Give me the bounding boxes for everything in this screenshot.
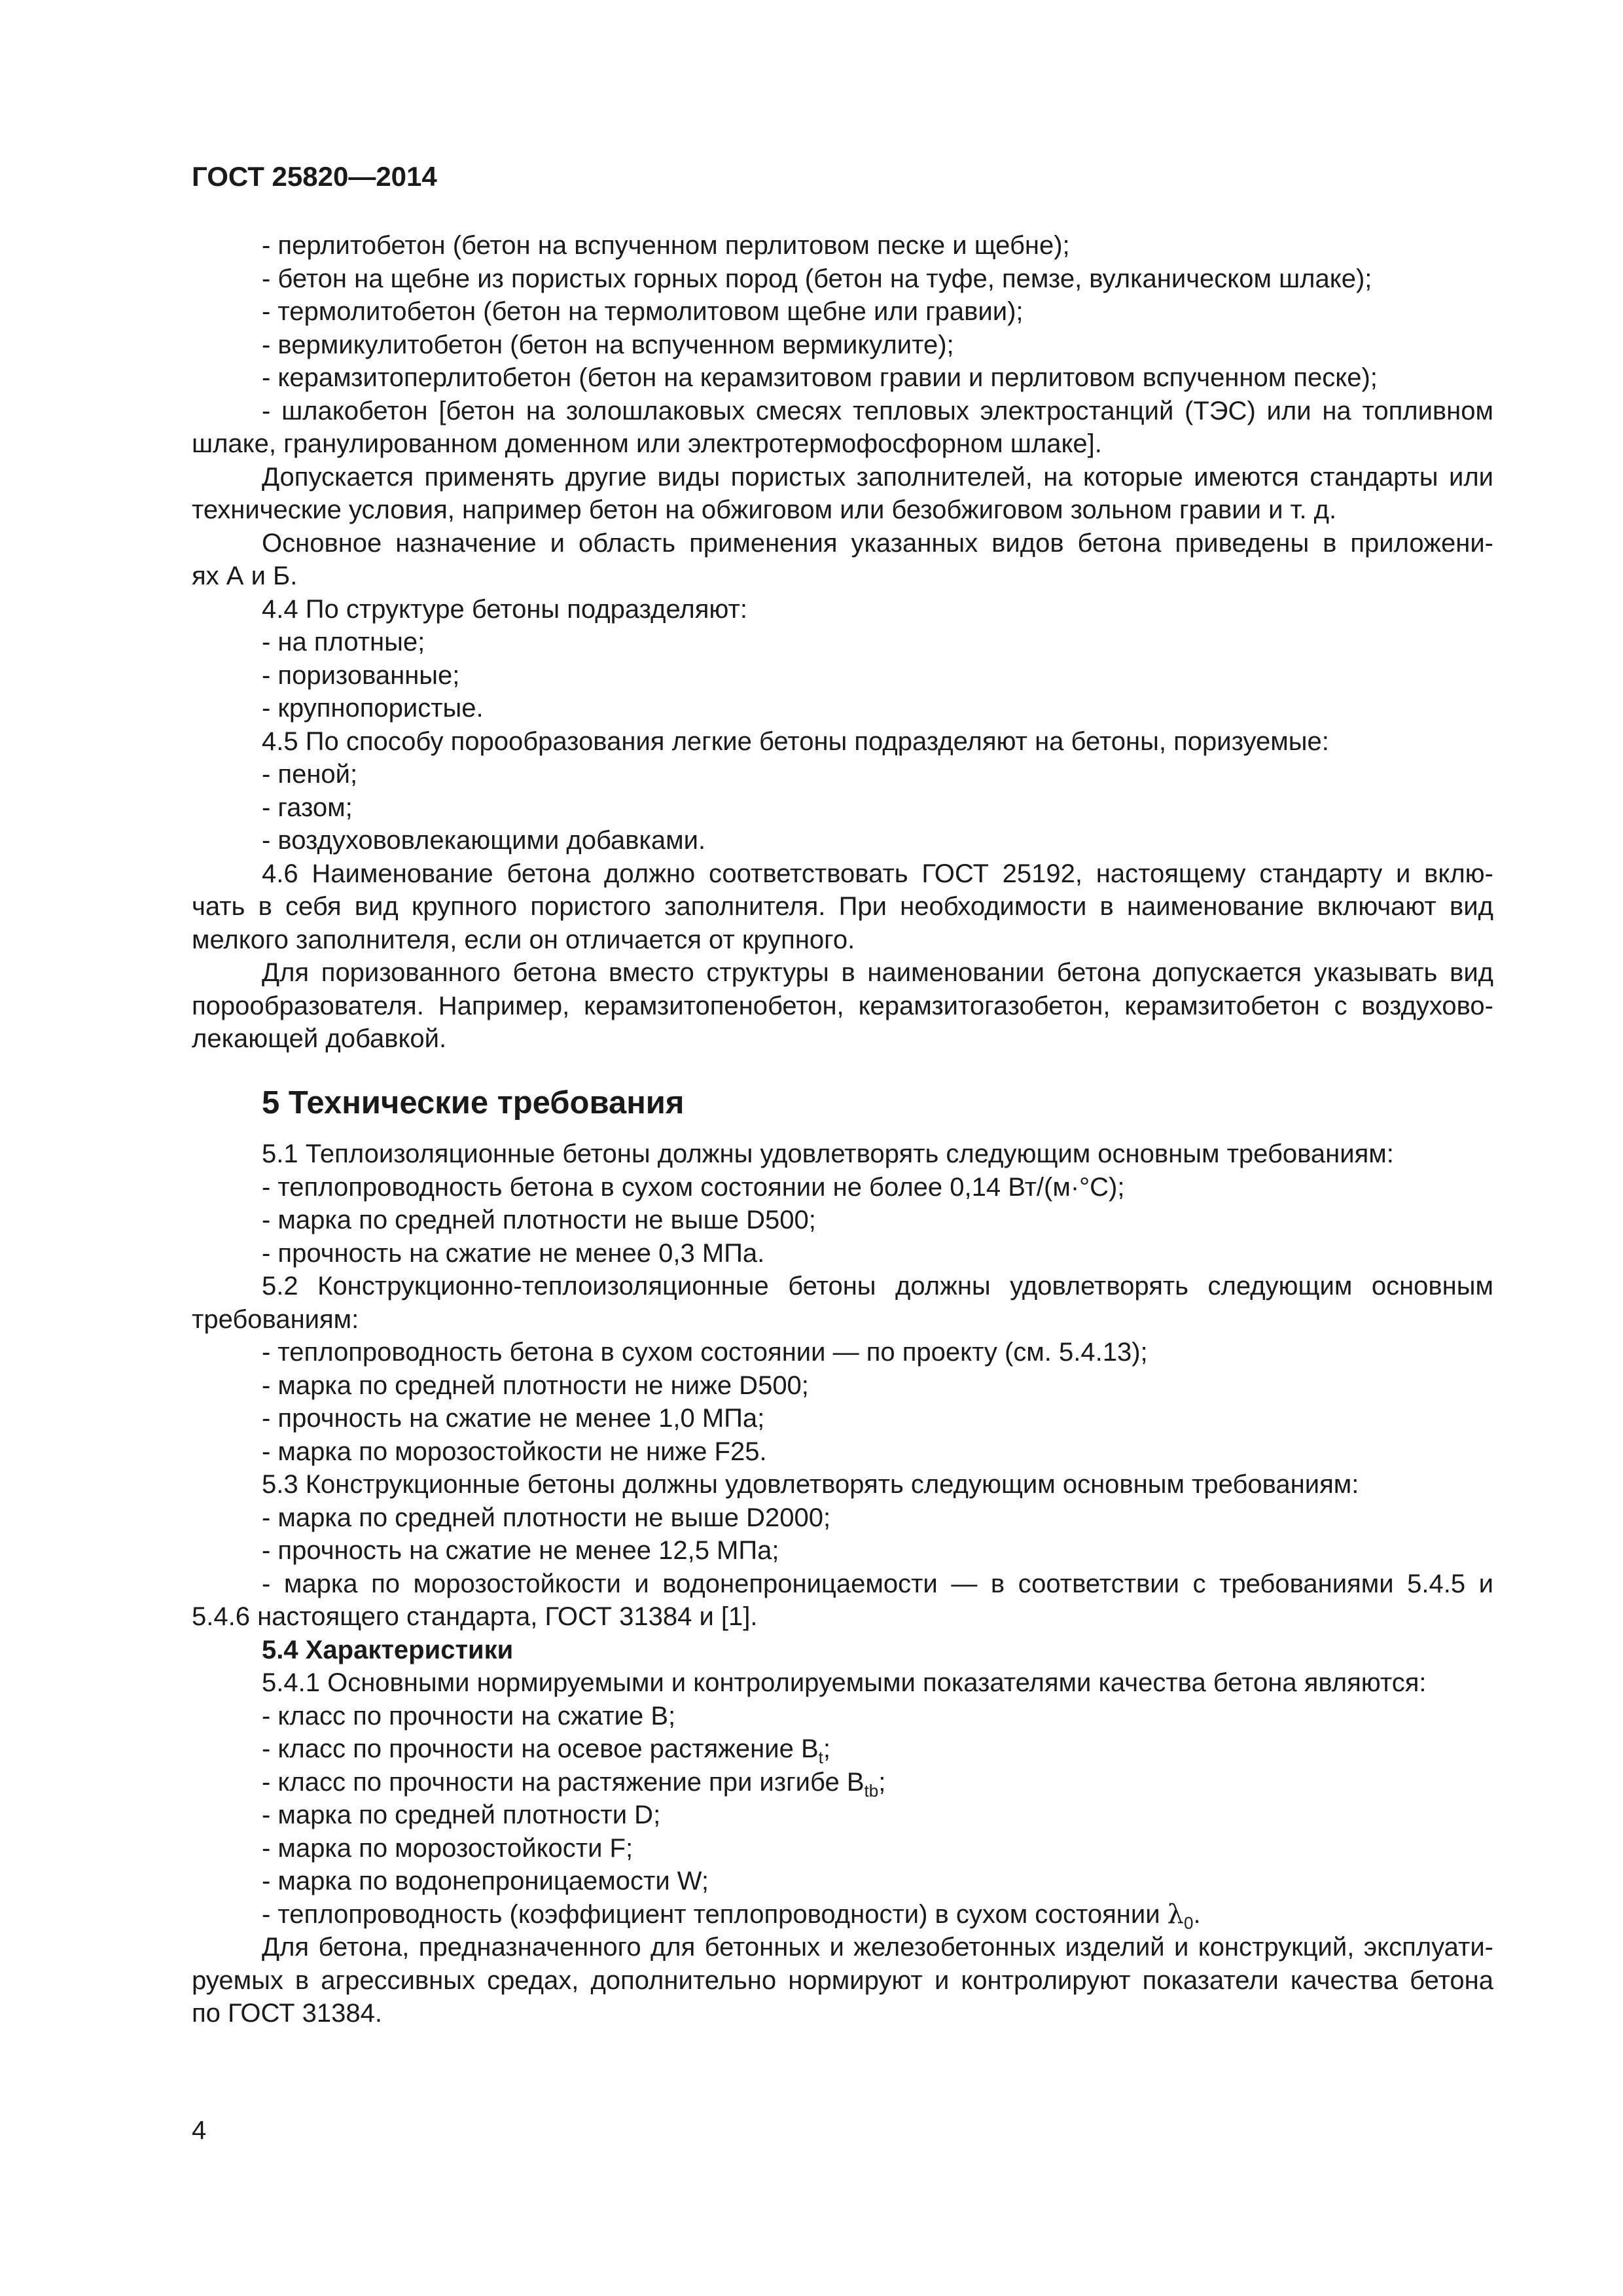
document-header-title: ГОСТ 25820—2014 [192,161,437,192]
list-item: - марка по морозостойкости F; [262,1833,633,1863]
list-item-text: - класс по прочности на растяжение при изгибе В [262,1767,865,1797]
paragraph-line: мелкого заполнителя, если он отличается от крупного. [192,925,855,954]
list-item-continuation: 5.4.6 настоящего стандарта, ГОСТ 31384 и [1]. [192,1602,758,1631]
subsection-5-4-heading: 5.4 Характеристики [262,1635,514,1664]
list-item-continuation: шлаке, гранулированном доменном или электротермофосфорном шлаке]. [192,429,1102,458]
list-item: - марка по средней плотности не ниже D500; [262,1371,809,1400]
list-item [192,1766,1493,1799]
list-item: - шлакобетон [бетон на золошлаковых смесях тепловых электростанций (ТЭС) или на топливном [262,396,1493,425]
list-item: - прочность на сжатие не менее 1,0 МПа; [262,1404,765,1433]
list-item: - теплопроводность бетона в сухом состоянии — по проекту (см. 5.4.13); [262,1338,1148,1367]
list-item: - на плотные; [262,628,425,656]
paragraph-line: требованиям: [192,1304,359,1334]
paragraph-line: Основное назначение и область применения указанных видов бетона приведены в приложени- [262,528,1493,558]
page-number: 4 [192,2116,207,2145]
section-5-body [192,1138,1493,2030]
list-item: - воздухововлекающими добавками. [262,826,706,855]
list-item-text: - теплопроводность (коэффициент теплопроводности) в сухом состоянии [262,1899,1168,1929]
list-item: - пеной; [262,760,358,789]
paragraph-line: лекающей добавкой. [192,1024,447,1053]
paragraph-line: технические условия, например бетон на обжиговом или безобжиговом зольном гравии и т. д. [192,495,1337,524]
list-item: - марка по морозостойкости не ниже F25. [262,1437,767,1466]
list-item: - бетон на щебне из пористых горных пород (бетон на туфе, пемзе, вулканическом шлаке); [262,264,1372,293]
list-item: - марка по водонепроницаемости W; [262,1867,709,1895]
section-5-heading: 5 Технические требования [262,1085,685,1121]
paragraph-line: Для бетона, предназначенного для бетонных и железобетонных изделий и конструкций, эксплуати- [262,1933,1493,1962]
subscript: t [818,1748,823,1767]
punctuation: . [1193,1899,1201,1929]
list-item-text: - класс по прочности на осевое растяжение В [262,1734,819,1763]
clause-5-1: 5.1 Теплоизоляционные бетоны должны удовлетворять следующим основным требованиям: [262,1139,1394,1168]
list-item: - теплопроводность бетона в сухом состоянии не более 0,14 Вт/(м·°С); [262,1172,1125,1202]
list-item: - прочность на сжатие не менее 0,3 МПа. [262,1238,765,1268]
clause-4-4: 4.4 По структуре бетоны подразделяют: [262,594,747,624]
list-item: - марка по средней плотности D; [262,1801,661,1829]
paragraph-line: порообразователя. Например, керамзитопенобетон, керамзитогазобетон, керамзитобетон с воздухово- [192,991,1493,1020]
list-item: - прочность на сжатие не менее 12,5 МПа; [262,1536,779,1565]
clause-4-5: 4.5 По способу порообразования легкие бетоны подразделяют на бетоны, поризуемые: [262,726,1329,756]
list-item: - марка по средней плотности не выше D500; [262,1206,816,1234]
paragraph-line: ях А и Б. [192,562,298,590]
paragraph-line: Для поризованного бетона вместо структуры в наименовании бетона допускается указывать вид [262,958,1493,987]
list-item: - марка по средней плотности не выше D2000; [262,1503,831,1532]
subscript: tb [864,1780,879,1801]
list-item: - термолитобетон (бетон на термолитовом щебне или гравии); [262,297,1024,326]
subscript: 0 [1184,1912,1194,1933]
punctuation: ; [823,1734,830,1763]
list-item: - газом; [262,793,353,822]
punctuation: ; [878,1767,886,1797]
paragraph-line: чать в себя вид крупного пористого заполнителя. При необходимости в наименование включают вид [192,892,1493,921]
clause-5-2: 5.2 Конструкционно-теплоизоляционные бетоны должны удовлетворять следующим основным [262,1272,1493,1300]
list-item: - марка по морозостойкости и водонепроницаемости — в соответствии с требованиями 5.4.5 и [262,1569,1493,1598]
list-item: - крупнопористые. [262,694,484,723]
clause-5-3: 5.3 Конструкционные бетоны должны удовлетворять следующим основным требованиям: [262,1470,1359,1499]
paragraph-line: по ГОСТ 31384. [192,1999,382,2028]
list-item: - керамзитоперлитобетон (бетон на керамзитовом гравии и перлитовом вспученном песке); [262,363,1378,392]
section-4-continuation [192,229,1493,1056]
list-item: - поризованные; [262,660,460,690]
list-item [192,1898,1493,1931]
list-item: - перлитобетон (бетон на вспученном перлитовом песке и щебне); [262,231,1070,260]
list-item: - класс по прочности на сжатие В; [262,1701,676,1731]
paragraph-line: руемых в агрессивных средах, дополнительно нормируют и контролируют показатели качества бетона [192,1965,1493,1995]
paragraph-line: Допускается применять другие виды пористых заполнителей, на которые имеются стандарты или [262,462,1493,492]
clause-5-4-1: 5.4.1 Основными нормируемыми и контролируемыми показателями качества бетона являются: [262,1668,1427,1697]
list-item: - вермикулитобетон (бетон на вспученном вермикулите); [262,330,954,359]
lambda-symbol: λ [1167,1899,1185,1929]
list-item [192,1732,1493,1766]
clause-4-6: 4.6 Наименование бетона должно соответствовать ГОСТ 25192, настоящему стандарту и вклю- [262,859,1493,888]
